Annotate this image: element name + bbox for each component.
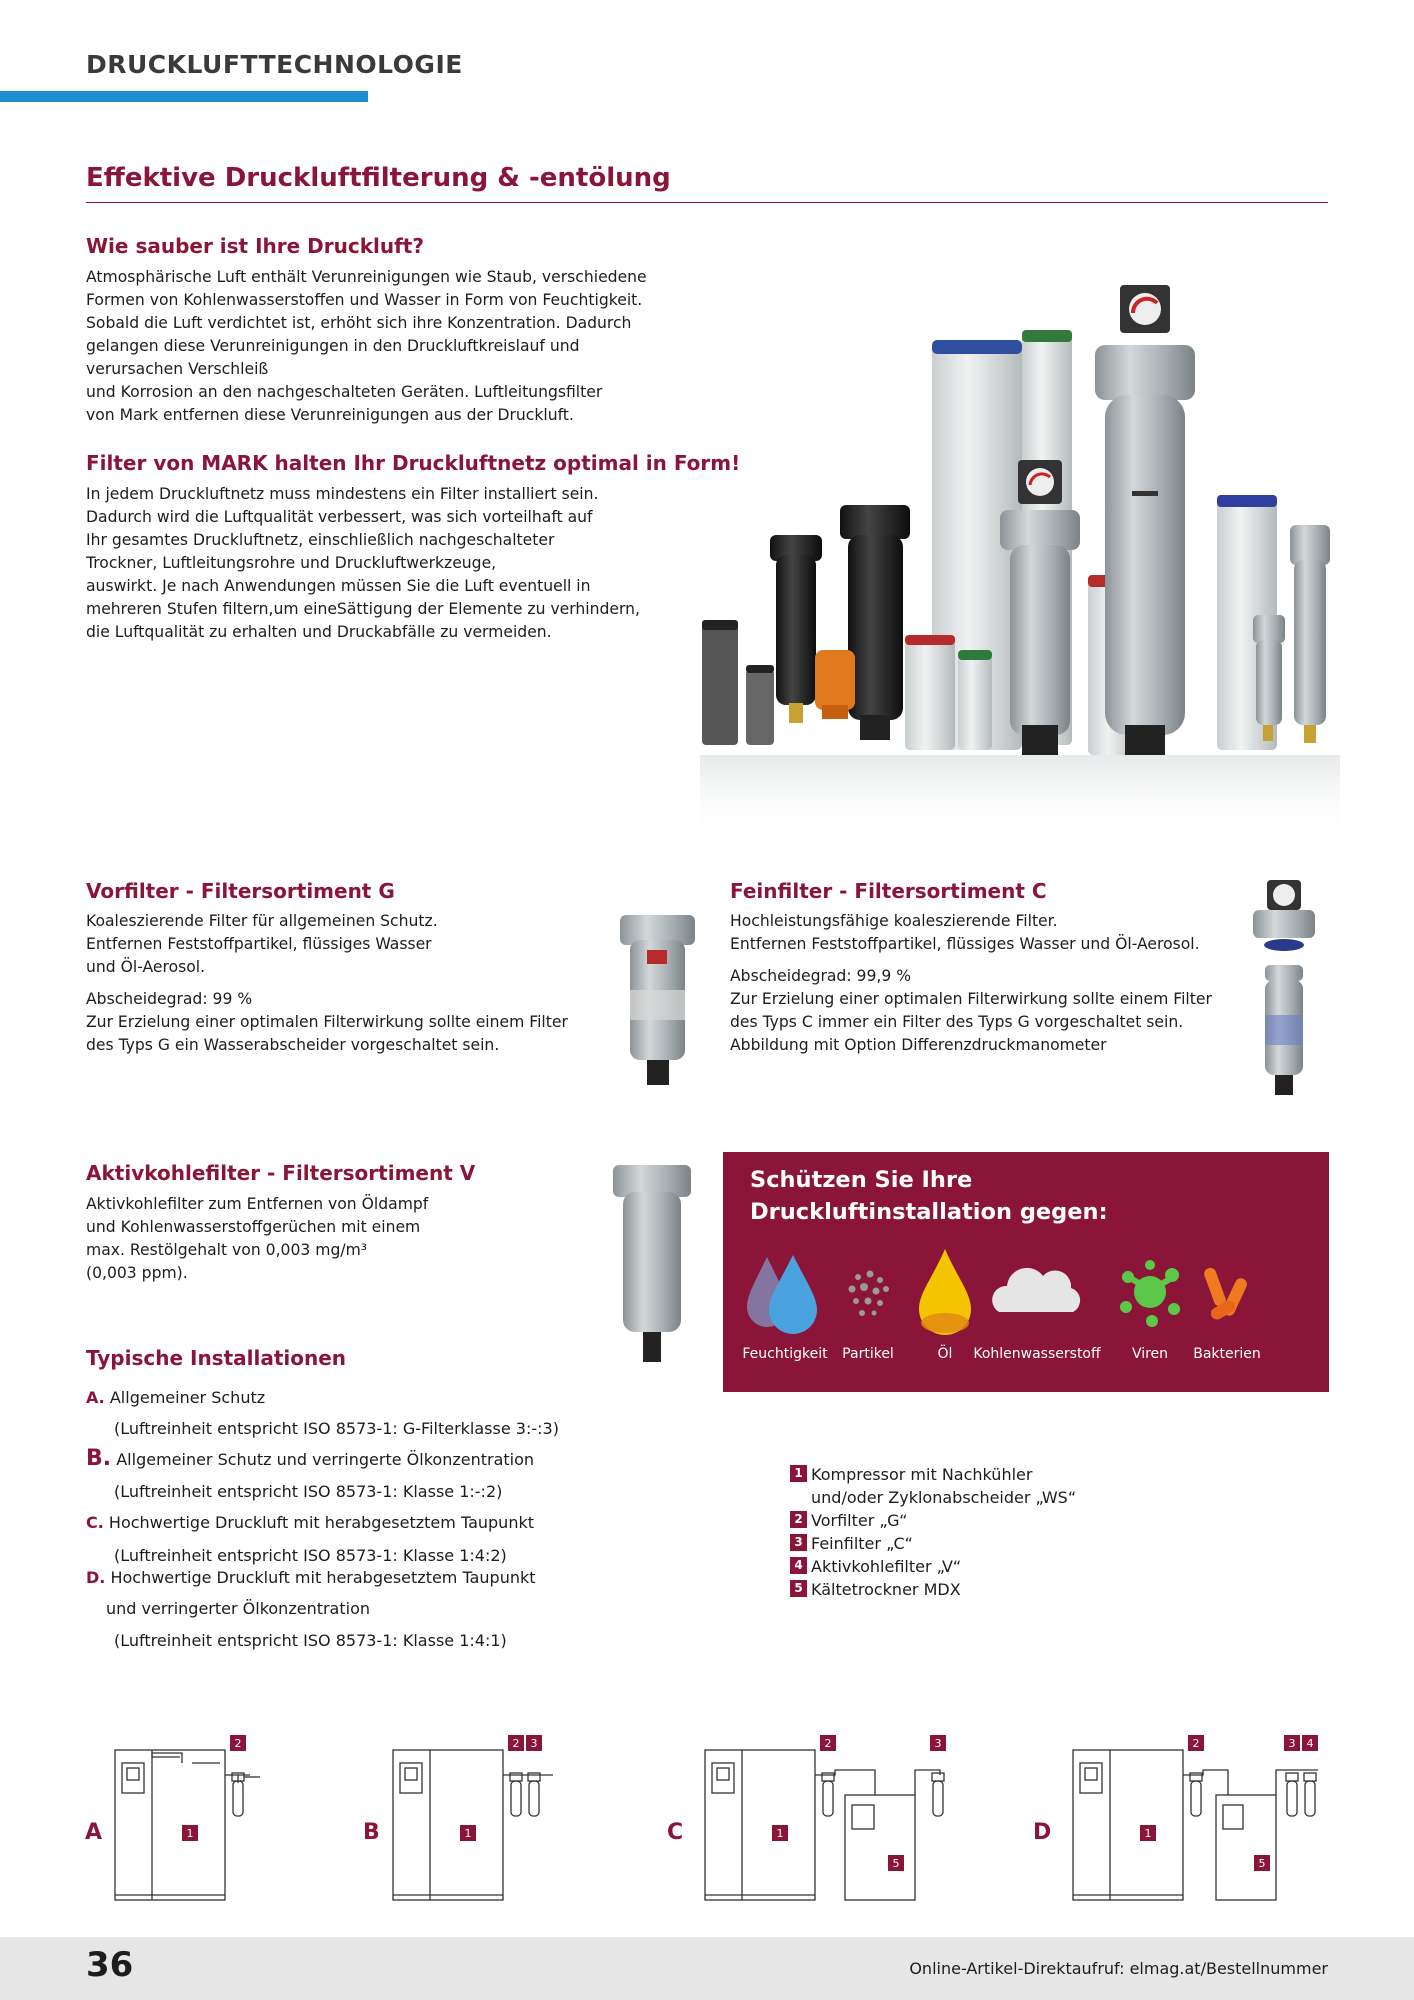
diagram-label: 5 (1258, 1857, 1266, 1870)
diagram-label: 3 (934, 1737, 942, 1750)
vorfilter-body: Koaleszierende Filter für allgemeinen Schutz. Entfernen Feststoffpartikel, flüssiges Wasser und Öl-Aerosol. (86, 912, 438, 976)
installation-diagram-b (358, 1735, 658, 1915)
legend-text: Kompressor mit Nachkühler und/oder Zyklonabscheider „WS“ (811, 1465, 1077, 1507)
diagram-letter: A (85, 1820, 103, 1845)
legend-item (790, 1509, 1210, 1532)
hazard-label-moisture: Feuchtigkeit (742, 1346, 828, 1362)
footer-link-text: Online-Artikel-Direktaufruf: elmag.at/Bestellnummer (909, 1959, 1328, 1978)
intro-body: Atmosphärische Luft enthält Verunreinigungen wie Staub, verschiedene Formen von Kohlenwasserstoffen und Wasser in Form von Feuchtigkeit. Sobald die Luft verdichtet ist, erhöht sich ihre Konzentration. Dadurch gelangen diese Verunreinigungen in den Druckluftkreislauf und verursachen Verschleiß und Korrosion an den nachgeschalteten Geräten. Luftleitungsfilter von Mark entfernen diese Verunreinigungen aus der Druckluft. (86, 268, 647, 424)
legend-item (790, 1463, 1210, 1509)
diagram-drawing (388, 1735, 628, 1915)
diagram-label: 2 (1192, 1737, 1200, 1750)
diagram-label: 1 (464, 1827, 472, 1840)
installation-item-a (86, 1387, 265, 1409)
installation-sub: (Luftreinheit entspricht ISO 8573-1: Klasse 1:4:1) (114, 1631, 507, 1650)
aktivkohle-product-image (605, 1160, 700, 1370)
hazard-label-hydrocarbon: Kohlenwasserstoff (973, 1346, 1101, 1362)
legend-item (790, 1555, 1210, 1578)
installation-diagram-d (1030, 1735, 1340, 1915)
feinfilter-specs: Abscheidegrad: 99,9 % Zur Erzielung einer optimalen Filterwirkung sollte einem Filter des Typs C immer ein Filter des Typs G vorgeschaltet sein. Abbildung mit Option Differenzdruckmanometer (730, 967, 1212, 1054)
protection-box (723, 1152, 1329, 1392)
installation-text: Hochwertige Druckluft mit herabgesetztem Taupunkt (108, 1513, 534, 1532)
page-number: 36 (86, 1945, 134, 1985)
vorfilter-specs: Abscheidegrad: 99 % Zur Erzielung einer optimalen Filterwirkung sollte einem Filter des Typs G ein Wasserabscheider vorgeschaltet sein. (86, 990, 568, 1054)
hazard-label-oil: Öl (937, 1346, 953, 1362)
installation-letter: A. (86, 1388, 105, 1407)
virus-icon (1110, 1247, 1190, 1337)
cloud-icon (987, 1247, 1087, 1337)
installation-letter: B. (86, 1446, 112, 1471)
installation-item-c (86, 1512, 534, 1534)
diagram-label: 1 (186, 1827, 194, 1840)
installation-text: Allgemeiner Schutz und verringerte Ölkonzentration (116, 1450, 535, 1469)
installation-sub: (Luftreinheit entspricht ISO 8573-1: G-Filterklasse 3:-:3) (114, 1419, 559, 1438)
hazard-label-bacteria: Bakterien (1193, 1346, 1261, 1362)
feinfilter-product-image (1245, 875, 1325, 1105)
legend-text: Kältetrockner MDX (811, 1580, 961, 1599)
oil-drop-icon (905, 1247, 985, 1337)
installation-diagram-c (665, 1735, 975, 1915)
vorfilter-product-image (615, 910, 700, 1090)
legend-text: Feinfilter „C“ (811, 1534, 913, 1553)
diagram-label: 3 (530, 1737, 538, 1750)
diagram-label: 2 (234, 1737, 242, 1750)
page-title: Effektive Druckluftfilterung & -entölung (86, 163, 671, 193)
diagram-label: 1 (776, 1827, 784, 1840)
installation-item-d (86, 1567, 536, 1589)
hazard-label-viruses: Viren (1131, 1346, 1169, 1362)
diagram-label: 3 (1288, 1737, 1296, 1750)
feinfilter-body: Hochleistungsfähige koaleszierende Filter. Entfernen Feststoffpartikel, flüssiges Wasser und Öl-Aerosol. (730, 912, 1200, 953)
diagram-label: 4 (1306, 1737, 1314, 1750)
diagram-letter: C (667, 1820, 684, 1845)
diagram-letter: B (363, 1820, 380, 1845)
diagram-drawing (700, 1735, 970, 1915)
aktivkohle-body: Aktivkohlefilter zum Entfernen von Öldampf und Kohlenwasserstoffgerüchen mit einem max. Restölgehalt von 0,003 mg/m³ (0,003 ppm). (86, 1195, 429, 1282)
diagram-label: 2 (512, 1737, 520, 1750)
installation-item-b (86, 1448, 534, 1471)
vorfilter-heading: Vorfilter - Filtersortiment G (86, 879, 395, 903)
diagram-drawing (110, 1735, 350, 1915)
hazard-label-particles: Partikel (842, 1346, 894, 1362)
particles-icon (828, 1247, 908, 1337)
mark-body: In jedem Druckluftnetz muss mindestens ein Filter installiert sein. Dadurch wird die Luftqualität verbessert, was sich vorteilhaft auf Ihr gesamtes Druckluftnetz, einschließlich nachgeschalteter Trockner, Luftleitungsrohre und Druckluftwerkzeuge, auswirkt. Je nach Anwendungen müssen Sie die Luft eventuell in mehreren Stufen filtern,um eineSättigung der Elemente zu verhindern, die Luftqualität zu erhalten und Druckabfälle zu vermeiden. (86, 485, 640, 641)
page-footer (0, 1937, 1414, 2000)
installation-text: Hochwertige Druckluft mit herabgesetztem Taupunkt (110, 1568, 536, 1587)
installation-text: Allgemeiner Schutz (109, 1388, 266, 1407)
diagram-letter: D (1033, 1820, 1052, 1845)
diagram-label: 1 (1144, 1827, 1152, 1840)
filter-product-group-image (700, 285, 1340, 845)
legend-number: 3 (790, 1534, 807, 1551)
title-divider (86, 202, 1328, 203)
category-bar (0, 91, 368, 102)
intro-heading: Wie sauber ist Ihre Druckluft? (86, 234, 424, 258)
diagram-drawing (1068, 1735, 1338, 1915)
installation-letter: C. (86, 1513, 104, 1532)
legend-text: Vorfilter „G“ (811, 1511, 908, 1530)
installation-letter: D. (86, 1568, 106, 1587)
legend-text: Aktivkohlefilter „V“ (811, 1557, 962, 1576)
installations-heading: Typische Installationen (86, 1346, 347, 1370)
legend-item (790, 1578, 1210, 1601)
protection-title: Schützen Sie Ihre Druckluftinstallation gegen: (750, 1167, 1108, 1225)
aktivkohle-heading: Aktivkohlefilter - Filtersortiment V (86, 1161, 476, 1185)
legend-number: 2 (790, 1511, 807, 1528)
installation-sub: (Luftreinheit entspricht ISO 8573-1: Klasse 1:-:2) (114, 1482, 503, 1501)
legend-number: 4 (790, 1557, 807, 1574)
diagram-label: 2 (824, 1737, 832, 1750)
legend-item (790, 1532, 1210, 1555)
component-legend (790, 1463, 1210, 1601)
installation-diagram-a (80, 1735, 380, 1915)
mark-heading: Filter von MARK halten Ihr Druckluftnetz optimal in Form! (86, 451, 741, 475)
diagram-label: 5 (892, 1857, 900, 1870)
bacteria-icon (1187, 1247, 1267, 1337)
water-drops-icon (745, 1247, 825, 1337)
category-title: DRUCKLUFTTECHNOLOGIE (86, 50, 463, 79)
legend-number: 5 (790, 1580, 807, 1597)
installation-sub: (Luftreinheit entspricht ISO 8573-1: Klasse 1:4:2) (114, 1546, 507, 1565)
feinfilter-heading: Feinfilter - Filtersortiment C (730, 879, 1047, 903)
installation-sub: und verringerter Ölkonzentration (106, 1599, 371, 1618)
legend-number: 1 (790, 1465, 807, 1482)
